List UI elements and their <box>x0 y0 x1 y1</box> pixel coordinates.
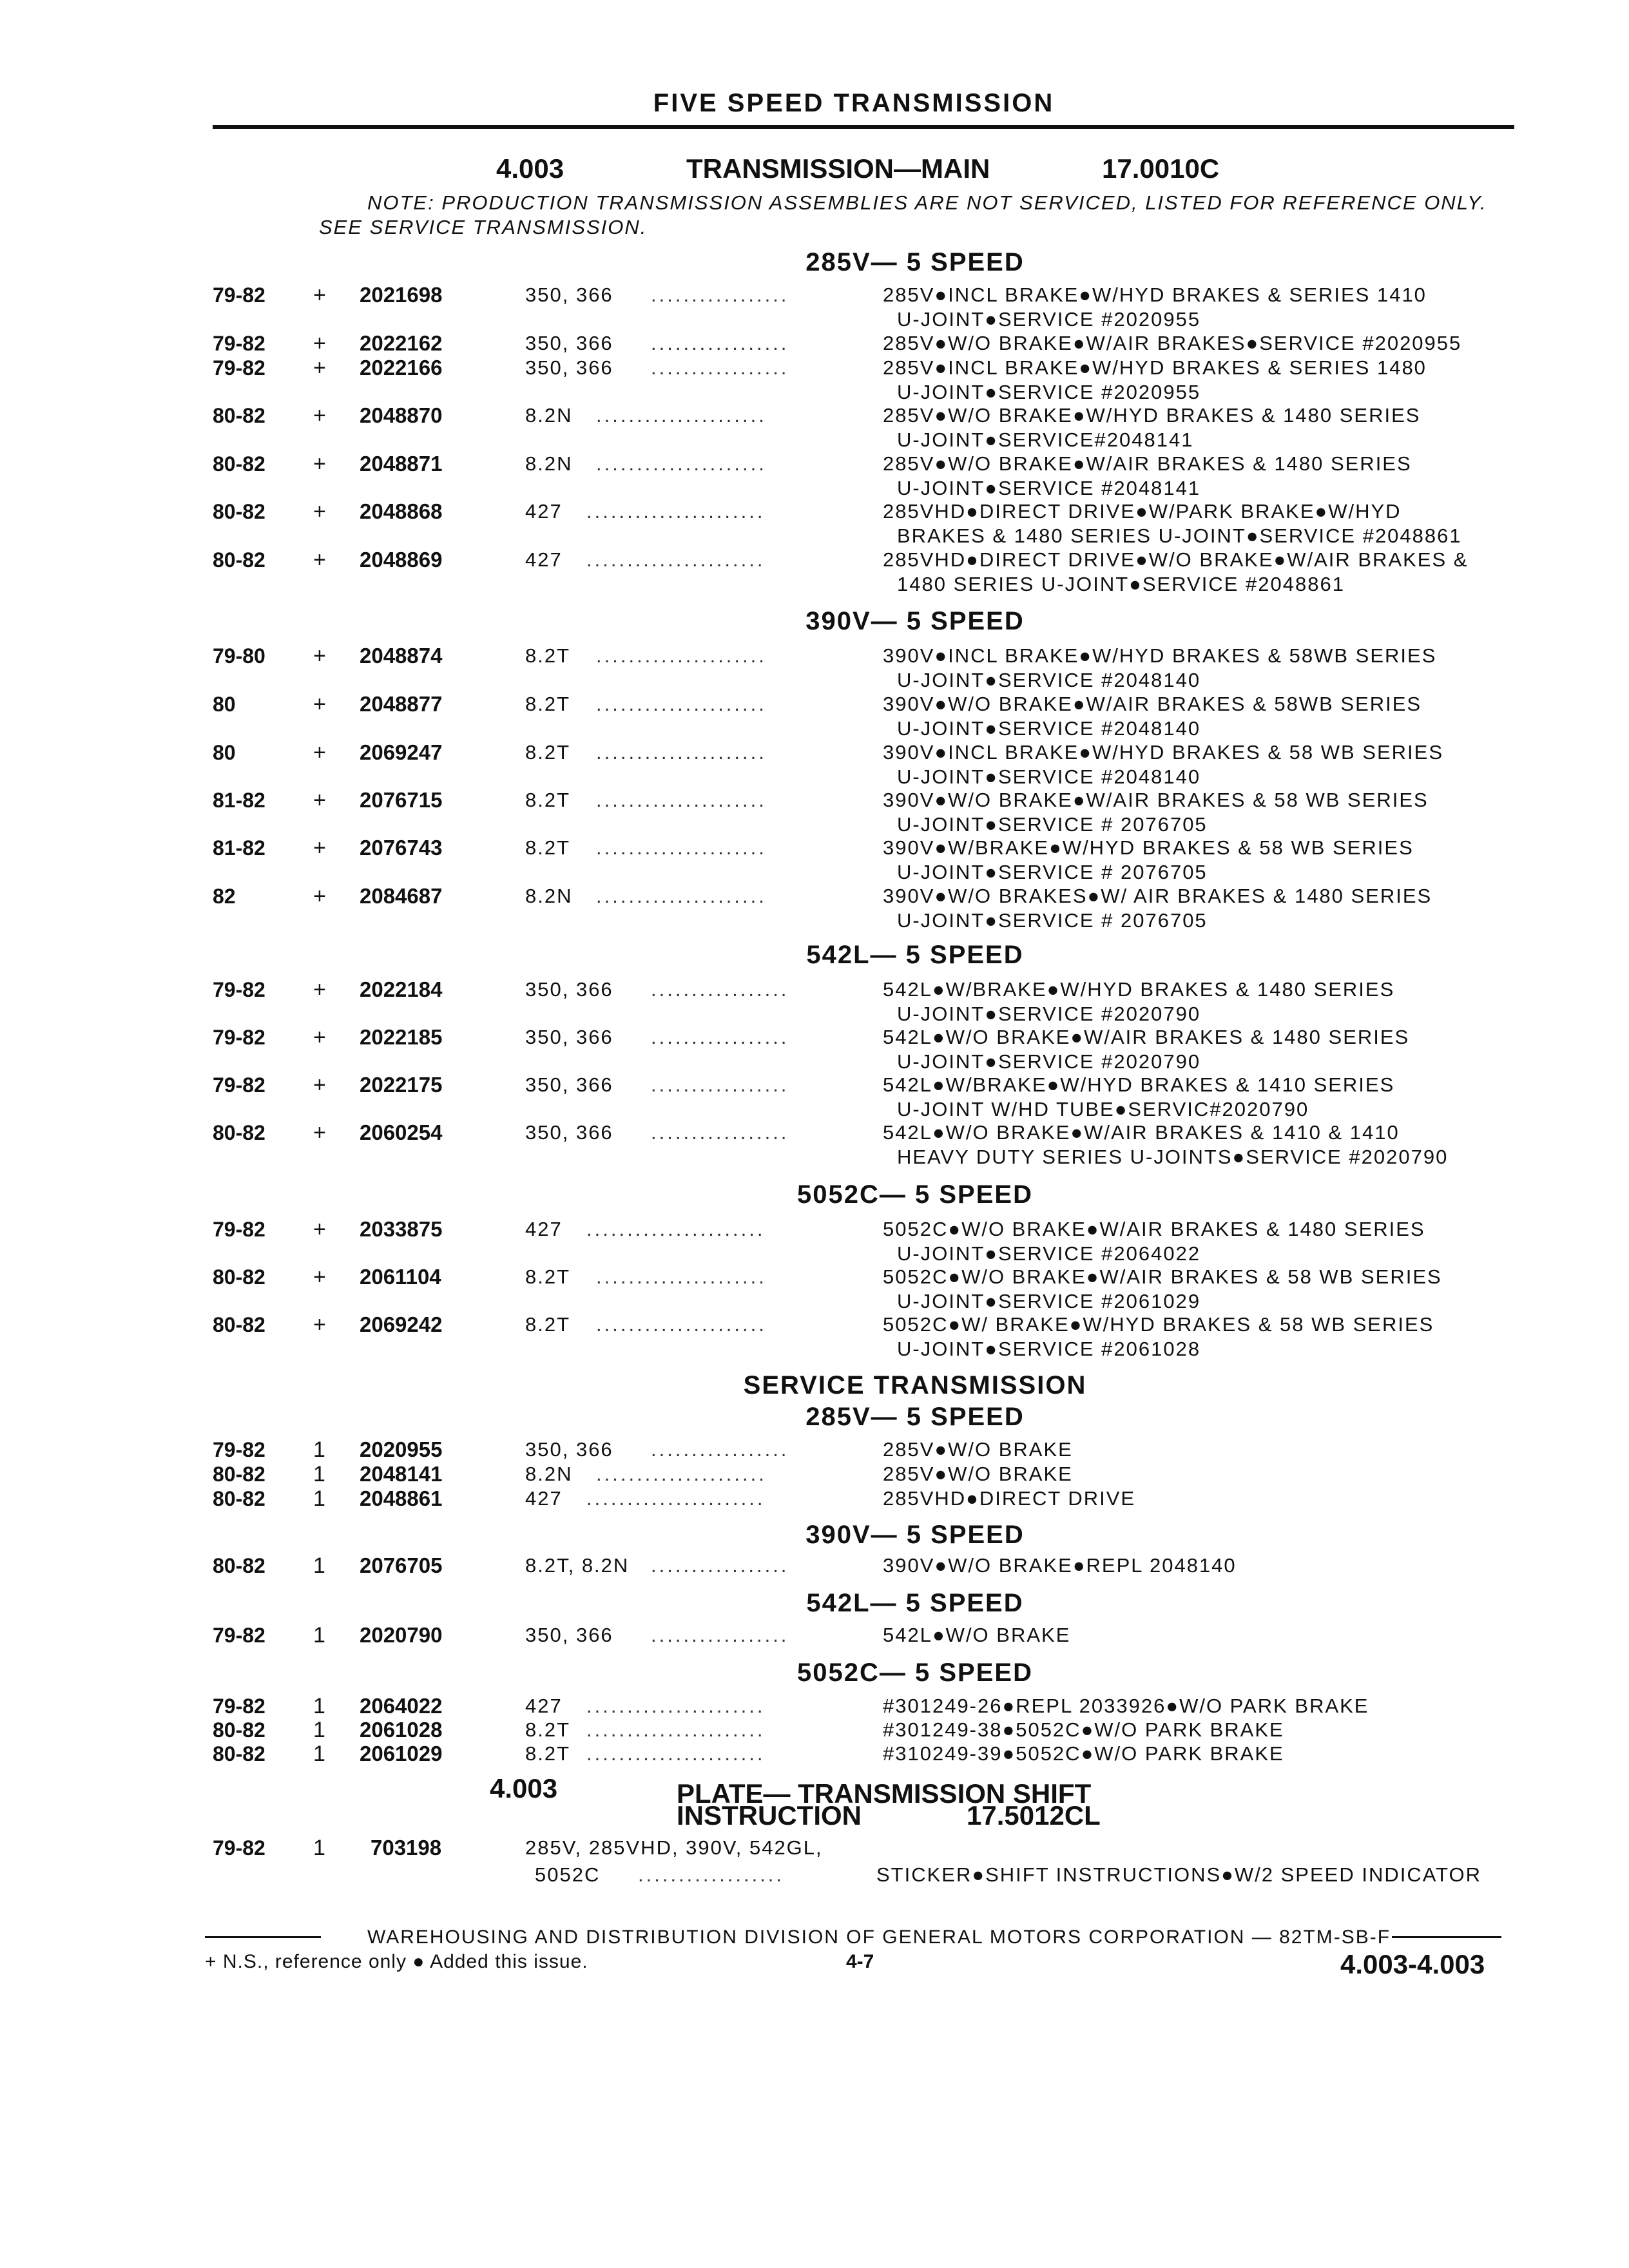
leader-dots: ..................... <box>596 1463 767 1485</box>
description: 390V●INCL BRAKE●W/HYD BRAKES & 58 WB SERIES <box>883 741 1443 764</box>
table-row <box>0 789 1629 838</box>
years: 79-82 <box>213 1026 265 1049</box>
note-line: SEE SERVICE TRANSMISSION. <box>319 216 648 238</box>
description-cont: 1480 SERIES U-JOINT●SERVICE #2048861 <box>897 573 1345 595</box>
years: 80-82 <box>213 1554 265 1577</box>
description-cont: U-JOINT●SERVICE #2061028 <box>897 1338 1201 1360</box>
leader-dots: ................. <box>651 332 789 354</box>
description: 5052C●W/O BRAKE●W/AIR BRAKES & 1480 SERIES <box>883 1218 1425 1240</box>
table-row <box>0 548 1629 597</box>
table-row <box>0 1073 1629 1122</box>
model: 8.2T <box>525 789 571 811</box>
section-code: 4.003 <box>496 153 564 184</box>
title-rule <box>213 125 1514 129</box>
description: 285V●W/O BRAKE <box>883 1438 1073 1461</box>
part-number: 2022175 <box>360 1073 443 1097</box>
ref-mark: + <box>313 1265 326 1289</box>
years: 80-82 <box>213 1313 265 1336</box>
description: 5052C●W/ BRAKE●W/HYD BRAKES & 58 WB SERIES <box>883 1313 1434 1336</box>
leader-dots: ...................... <box>586 1487 766 1510</box>
years: 79-80 <box>213 644 265 668</box>
description-cont: U-JOINT●SERVICE #2061029 <box>897 1290 1201 1312</box>
ref-mark: 1 <box>313 1742 325 1766</box>
ref-mark: + <box>313 403 326 428</box>
years: 80-82 <box>213 404 265 427</box>
description: 5052C●W/O BRAKE●W/AIR BRAKES & 58 WB SERIES <box>883 1265 1442 1288</box>
years: 79-82 <box>213 332 265 355</box>
ref-mark: 1 <box>313 1553 325 1578</box>
part-number: 2048861 <box>360 1486 443 1510</box>
description: 285V●W/O BRAKE <box>883 1463 1073 1485</box>
ref-mark: + <box>313 692 326 716</box>
leader-dots: ...................... <box>586 1742 766 1765</box>
leader-dots: ................. <box>651 356 789 379</box>
leader-dots: ..................... <box>596 789 767 811</box>
leader-dots: ...................... <box>586 500 766 523</box>
model: 8.2N <box>525 452 573 475</box>
leader-dots: ...................... <box>586 1695 766 1717</box>
group-heading: 285V— 5 SPEED <box>805 248 1025 276</box>
ref-mark: + <box>313 1120 326 1145</box>
section-ref: 17.0010C <box>1102 153 1220 184</box>
years: 79-82 <box>213 978 265 1001</box>
group-heading: 390V— 5 SPEED <box>805 1521 1025 1549</box>
part-number: 2048871 <box>360 452 443 476</box>
description: 285V●W/O BRAKE●W/AIR BRAKES●SERVICE #2020955 <box>883 332 1462 354</box>
ref-mark: + <box>313 452 326 476</box>
section-title: PLATE— TRANSMISSION SHIFT <box>677 1778 1092 1809</box>
group-heading: 390V— 5 SPEED <box>805 607 1025 635</box>
model: 427 <box>525 1218 563 1240</box>
table-row <box>0 356 1629 405</box>
description-cont: U-JOINT W/HD TUBE●SERVIC#2020790 <box>897 1098 1309 1120</box>
part-number: 2061029 <box>360 1742 443 1765</box>
description: 542L●W/O BRAKE●W/AIR BRAKES & 1480 SERIES <box>883 1026 1410 1048</box>
model: 8.2T <box>525 693 571 715</box>
service-transmission-heading: SERVICE TRANSMISSION <box>743 1371 1087 1399</box>
leader-dots: ................. <box>651 1073 789 1096</box>
table-row <box>0 693 1629 742</box>
description-cont: U-JOINT●SERVICE #2064022 <box>897 1242 1201 1265</box>
ref-mark: + <box>313 283 326 307</box>
part-number: 2076743 <box>360 836 443 860</box>
part-number: 2061028 <box>360 1718 443 1742</box>
leader-dots: ...................... <box>586 548 766 571</box>
ref-mark: + <box>313 548 326 572</box>
part-number: 2048868 <box>360 499 443 523</box>
model: 350, 366 <box>525 1026 613 1048</box>
leader-dots: ..................... <box>596 1265 767 1288</box>
footer-rule-right <box>1392 1936 1501 1938</box>
table-row <box>0 1121 1629 1170</box>
description: 390V●W/O BRAKE●W/AIR BRAKES & 58 WB SERIES <box>883 789 1429 811</box>
ref-mark: + <box>313 1312 326 1337</box>
leader-dots: ................. <box>651 1554 789 1577</box>
leader-dots: ..................... <box>596 1313 767 1336</box>
description: 285VHD●DIRECT DRIVE <box>883 1487 1136 1510</box>
description: 542L●W/O BRAKE●W/AIR BRAKES & 1410 & 1410 <box>883 1121 1400 1144</box>
leader-dots: ..................... <box>596 741 767 764</box>
model: 8.2T <box>525 741 571 764</box>
leader-dots: ..................... <box>596 693 767 715</box>
model: 350, 366 <box>525 1073 613 1096</box>
model: 8.2T, 8.2N <box>525 1554 630 1577</box>
description-cont: U-JOINT●SERVICE #2020790 <box>897 1050 1201 1073</box>
description-cont: U-JOINT●SERVICE #2048141 <box>897 477 1201 499</box>
section-code: 4.003 <box>490 1773 558 1803</box>
ref-mark: 1 <box>313 1836 325 1860</box>
model: 8.2T <box>525 1718 571 1741</box>
model: 350, 366 <box>525 356 613 379</box>
leader-dots: ................. <box>651 1026 789 1048</box>
section-header <box>0 1773 1629 1831</box>
part-number: 2060254 <box>360 1120 443 1144</box>
description-cont: U-JOINT●SERVICE #2048140 <box>897 669 1201 691</box>
years: 79-82 <box>213 1624 265 1647</box>
ref-mark: + <box>313 977 326 1002</box>
ref-mark: + <box>313 884 326 908</box>
leader-dots: .................. <box>638 1863 785 1886</box>
ref-mark: + <box>313 740 326 765</box>
description: 390V●W/O BRAKE●W/AIR BRAKES & 58WB SERIES <box>883 693 1422 715</box>
description-cont: U-JOINT●SERVICE #2048140 <box>897 765 1201 788</box>
part-number: 2069247 <box>360 740 443 764</box>
description: 285VHD●DIRECT DRIVE●W/PARK BRAKE●W/HYD <box>883 500 1402 523</box>
ref-mark: + <box>313 499 326 524</box>
part-number: 2020790 <box>360 1623 443 1647</box>
section-title: TRANSMISSION—MAIN <box>686 153 990 184</box>
description: 542L●W/O BRAKE <box>883 1624 1071 1646</box>
years: 79-82 <box>213 1695 265 1718</box>
part-number: 2048874 <box>360 644 443 668</box>
table-row <box>0 1313 1629 1362</box>
model: 427 <box>525 548 563 571</box>
model: 427 <box>525 1487 563 1510</box>
leader-dots: ...................... <box>586 1718 766 1741</box>
years: 82 <box>213 885 236 908</box>
part-number: 2048869 <box>360 548 443 572</box>
model: 8.2T <box>525 1265 571 1288</box>
ref-mark: 1 <box>313 1623 325 1648</box>
leader-dots: ................. <box>651 1624 789 1646</box>
description: 390V●W/BRAKE●W/HYD BRAKES & 58 WB SERIES <box>883 836 1414 859</box>
model: 8.2N <box>525 404 573 427</box>
ref-mark: + <box>313 1073 326 1097</box>
ref-mark: 1 <box>313 1462 325 1486</box>
model: 350, 366 <box>525 978 613 1001</box>
table-row <box>0 978 1629 1027</box>
model-cont: 5052C <box>535 1863 601 1886</box>
table-row <box>0 284 1629 332</box>
section-range: 4.003-4.003 <box>1340 1949 1485 1979</box>
group-heading: 542L— 5 SPEED <box>806 1589 1024 1617</box>
footer-rule-left <box>205 1936 321 1938</box>
description-cont: U-JOINT●SERVICE #2020955 <box>897 381 1201 403</box>
description: #301249-38●5052C●W/O PARK BRAKE <box>883 1718 1284 1741</box>
years: 79-82 <box>213 1438 265 1461</box>
leader-dots: ...................... <box>586 1218 766 1240</box>
description-cont: U-JOINT●SERVICE # 2076705 <box>897 861 1208 883</box>
part-number: 2048141 <box>360 1462 443 1486</box>
section-title-cont: INSTRUCTION <box>677 1800 862 1831</box>
part-number: 2022184 <box>360 977 443 1001</box>
table-row <box>0 836 1629 885</box>
part-number: 2069242 <box>360 1312 443 1336</box>
ref-mark: 1 <box>313 1486 325 1511</box>
table-row <box>0 1265 1629 1314</box>
leader-dots: ..................... <box>596 885 767 907</box>
model: 8.2T <box>525 1742 571 1765</box>
leader-dots: ................. <box>651 1121 789 1144</box>
description-cont: U-JOINT●SERVICE #2020790 <box>897 1003 1201 1025</box>
table-row <box>0 452 1629 501</box>
leader-dots: ................. <box>651 978 789 1001</box>
description: STICKER●SHIFT INSTRUCTIONS●W/2 SPEED INDICATOR <box>876 1863 1481 1886</box>
part-number: 703198 <box>371 1836 442 1860</box>
description: #301249-26●REPL 2033926●W/O PARK BRAKE <box>883 1695 1369 1717</box>
part-number: 2022162 <box>360 331 443 355</box>
years: 79-82 <box>213 1836 265 1860</box>
table-row <box>0 1218 1629 1267</box>
ref-mark: + <box>313 356 326 380</box>
description-cont: U-JOINT●SERVICE #2048140 <box>897 717 1201 740</box>
description: #310249-39●5052C●W/O PARK BRAKE <box>883 1742 1284 1765</box>
description: 542L●W/BRAKE●W/HYD BRAKES & 1480 SERIES <box>883 978 1395 1001</box>
model: 8.2N <box>525 1463 573 1485</box>
leader-dots: ................. <box>651 284 789 306</box>
description-cont: U-JOINT●SERVICE # 2076705 <box>897 813 1208 836</box>
years: 80 <box>213 741 236 764</box>
description: 285V●INCL BRAKE●W/HYD BRAKES & SERIES 1480 <box>883 356 1427 379</box>
ref-mark: + <box>313 788 326 812</box>
part-number: 2033875 <box>360 1217 443 1241</box>
ref-mark: 1 <box>313 1694 325 1718</box>
table-row <box>0 1836 1629 1888</box>
leader-dots: ..................... <box>596 836 767 859</box>
model: 8.2T <box>525 644 571 667</box>
part-number: 2022166 <box>360 356 443 380</box>
part-number: 2048870 <box>360 403 443 427</box>
page-number: 4-7 <box>846 1951 874 1972</box>
years: 80-82 <box>213 1487 265 1510</box>
ref-mark: + <box>313 1025 326 1050</box>
table-row <box>0 1026 1629 1075</box>
note <box>319 191 1487 240</box>
table-row <box>0 404 1629 453</box>
model: 8.2T <box>525 836 571 859</box>
ref-mark: 1 <box>313 1437 325 1462</box>
group-heading: 5052C— 5 SPEED <box>797 1658 1033 1687</box>
description: 390V●W/O BRAKES●W/ AIR BRAKES & 1480 SERIES <box>883 885 1432 907</box>
description: 390V●W/O BRAKE●REPL 2048140 <box>883 1554 1237 1577</box>
ref-mark: + <box>313 836 326 860</box>
model: 350, 366 <box>525 332 613 354</box>
years: 80-82 <box>213 500 265 523</box>
description-cont: BRAKES & 1480 SERIES U-JOINT●SERVICE #2048861 <box>897 524 1462 547</box>
years: 79-82 <box>213 284 265 307</box>
description-cont: HEAVY DUTY SERIES U-JOINTS●SERVICE #2020790 <box>897 1146 1449 1168</box>
group-heading: 542L— 5 SPEED <box>806 941 1024 969</box>
part-number: 2020955 <box>360 1437 443 1461</box>
description: 542L●W/BRAKE●W/HYD BRAKES & 1410 SERIES <box>883 1073 1395 1096</box>
footer-company: WAREHOUSING AND DISTRIBUTION DIVISION OF GENERAL MOTORS CORPORATION — 82TM-SB-F <box>367 1927 1391 1948</box>
description-cont: U-JOINT●SERVICE #2020955 <box>897 308 1201 331</box>
years: 80-82 <box>213 1265 265 1289</box>
leader-dots: ..................... <box>596 644 767 667</box>
description: 285V●W/O BRAKE●W/AIR BRAKES & 1480 SERIES <box>883 452 1412 475</box>
footer-legend: + N.S., reference only ● Added this issue. <box>205 1951 588 1972</box>
years: 80-82 <box>213 1121 265 1144</box>
model: 427 <box>525 1695 563 1717</box>
section-ref: 17.5012CL <box>967 1800 1101 1831</box>
ref-mark: + <box>313 331 326 356</box>
model: 350, 366 <box>525 1121 613 1144</box>
model: 8.2T <box>525 1313 571 1336</box>
group-heading: 5052C— 5 SPEED <box>797 1180 1033 1209</box>
part-number: 2084687 <box>360 884 443 908</box>
part-number: 2064022 <box>360 1694 443 1718</box>
description: 285VHD●DIRECT DRIVE●W/O BRAKE●W/AIR BRAKES & <box>883 548 1469 571</box>
description-cont: U-JOINT●SERVICE # 2076705 <box>897 909 1208 932</box>
group-heading: 285V— 5 SPEED <box>805 1403 1025 1431</box>
years: 79-82 <box>213 1218 265 1241</box>
description-cont: U-JOINT●SERVICE#2048141 <box>897 428 1194 451</box>
leader-dots: ..................... <box>596 452 767 475</box>
description: 390V●INCL BRAKE●W/HYD BRAKES & 58WB SERIES <box>883 644 1437 667</box>
part-number: 2076715 <box>360 788 443 812</box>
part-number: 2021698 <box>360 283 443 307</box>
model: 350, 366 <box>525 284 613 306</box>
years: 79-82 <box>213 1073 265 1097</box>
part-number: 2048877 <box>360 692 443 716</box>
years: 81-82 <box>213 789 265 812</box>
years: 80-82 <box>213 1742 265 1765</box>
section-header <box>0 153 1629 186</box>
table-row <box>0 644 1629 693</box>
page-title: FIVE SPEED TRANSMISSION <box>653 89 1055 117</box>
years: 80-82 <box>213 452 265 476</box>
table-row <box>0 885 1629 934</box>
model: 427 <box>525 500 563 523</box>
years: 80-82 <box>213 1463 265 1486</box>
ref-mark: + <box>313 644 326 668</box>
years: 81-82 <box>213 836 265 860</box>
part-number: 2076705 <box>360 1553 443 1577</box>
description: 285V●W/O BRAKE●W/HYD BRAKES & 1480 SERIES <box>883 404 1421 427</box>
part-number: 2022185 <box>360 1025 443 1049</box>
years: 80-82 <box>213 548 265 572</box>
table-row <box>0 741 1629 790</box>
ref-mark: + <box>313 1217 326 1242</box>
model: 350, 366 <box>525 1624 613 1646</box>
model: 285V, 285VHD, 390V, 542GL, <box>525 1836 823 1859</box>
years: 80 <box>213 693 236 716</box>
years: 79-82 <box>213 356 265 380</box>
table-row <box>0 500 1629 549</box>
part-number: 2061104 <box>360 1265 441 1289</box>
note-line: NOTE: PRODUCTION TRANSMISSION ASSEMBLIES ARE NOT SERVICED, LISTED FOR REFERENCE ONLY. <box>367 191 1487 214</box>
leader-dots: ................. <box>651 1438 789 1461</box>
model: 350, 366 <box>525 1438 613 1461</box>
model: 8.2N <box>525 885 573 907</box>
leader-dots: ..................... <box>596 404 767 427</box>
description: 285V●INCL BRAKE●W/HYD BRAKES & SERIES 1410 <box>883 284 1427 306</box>
ref-mark: 1 <box>313 1718 325 1742</box>
years: 80-82 <box>213 1718 265 1742</box>
